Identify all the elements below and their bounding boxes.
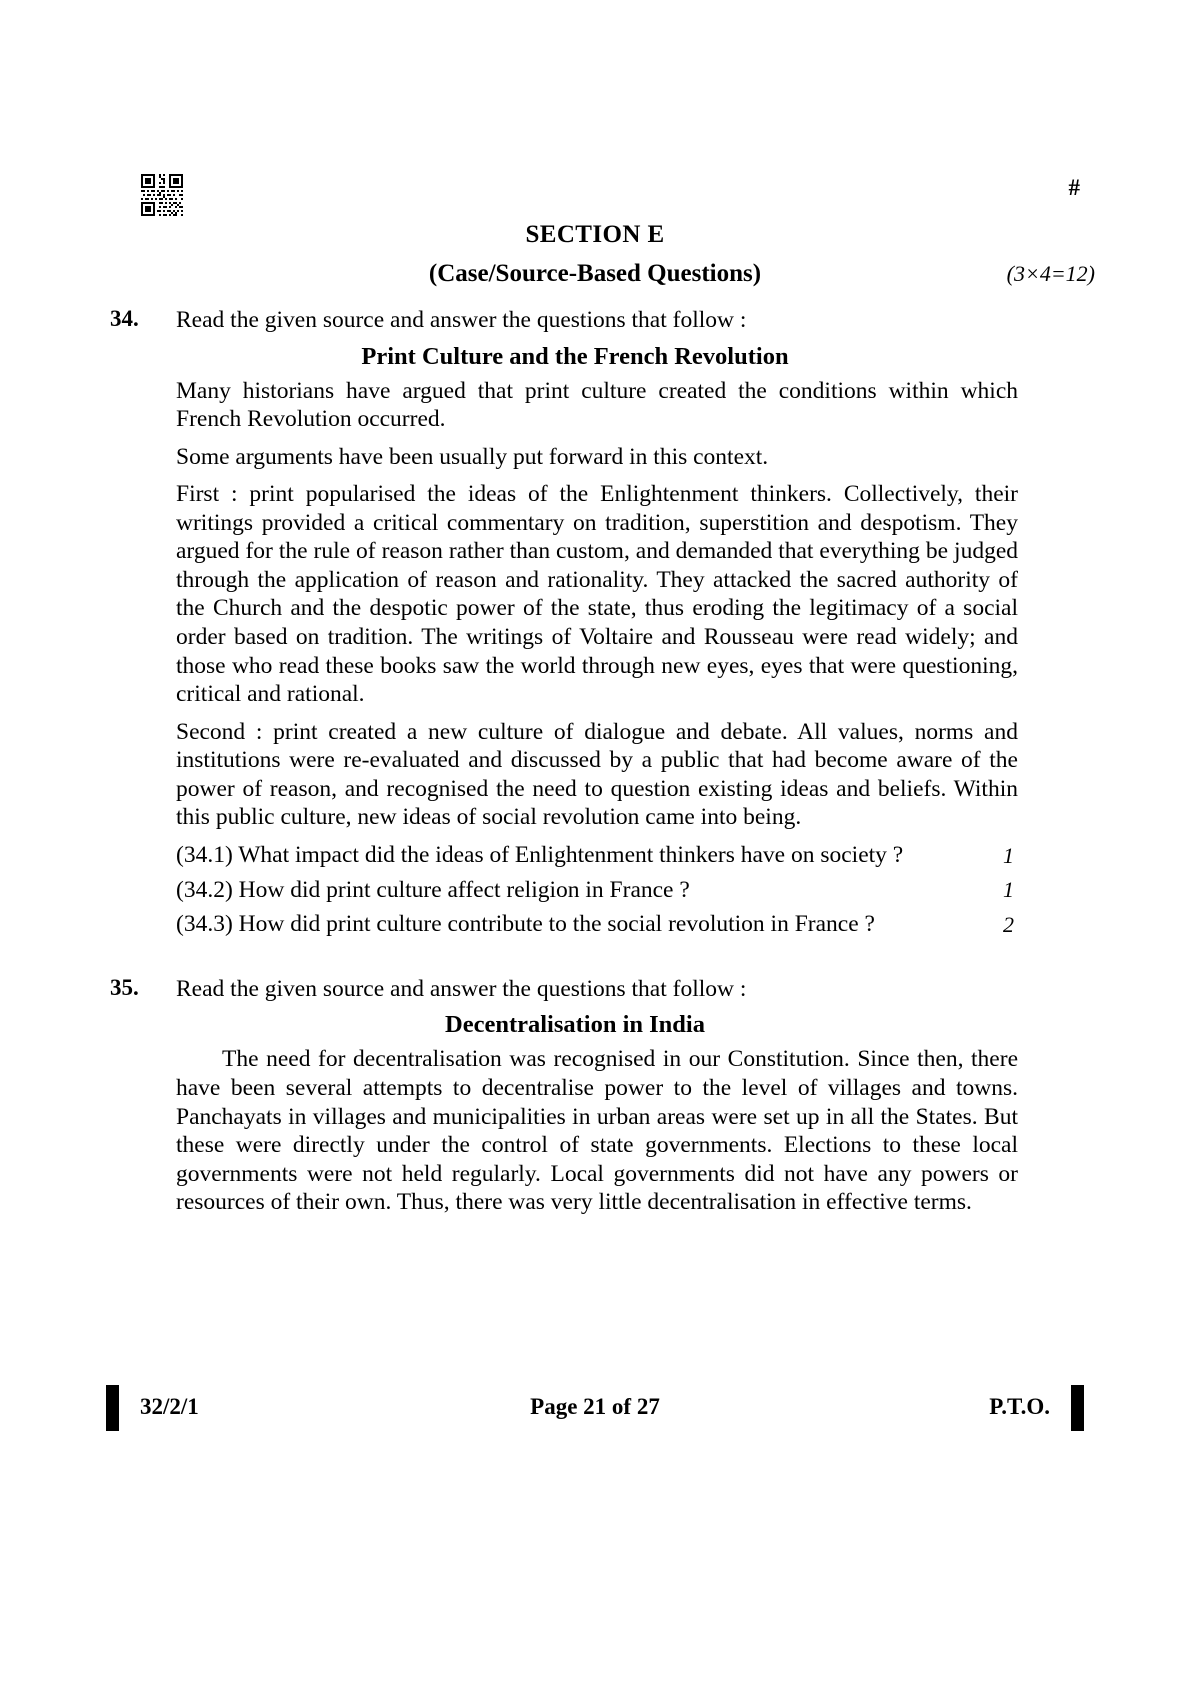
question-35 xyxy=(110,975,1020,1004)
question-35-para-1: The need for decentralisation was recognised in our Constitution. Since then, there have been several attempts to decentralise power to the level of villages and towns. Panchayats in villages and municipalities in urban areas were set up in all the States. But these were directly under the control of state governments. Elections to these local governments were not held regularly. Local governments did not have any powers or resources of their own. Thus, there was very little decentralisation in effective terms. xyxy=(176,1046,1018,1216)
question-34-para-4: Second : print created a new culture of dialogue and debate. All values, norms and institutions were re-evaluated and discussed by a public that had become aware of the power of reason, and recognised the need to question existing ideas and beliefs. Within this public culture, new ideas of social revolution came into being. xyxy=(176,718,1018,831)
section-spacer xyxy=(110,945,1020,975)
subquestion-34-3-body xyxy=(176,910,956,939)
question-34-number: 34. xyxy=(110,306,139,331)
question-35-stem: Read the given source and answer the questions that follow : xyxy=(176,975,747,1002)
question-34-para-2: Some arguments have been usually put forward in this context. xyxy=(176,443,769,470)
footer-bar-right xyxy=(1071,1385,1084,1431)
subquestion-34-1-text: What impact did the ideas of Enlightenment thinkers have on society ? xyxy=(238,841,904,868)
qr-code-icon xyxy=(139,172,185,218)
section-title: SECTION E xyxy=(525,221,665,248)
question-34-stem: Read the given source and answer the questions that follow : xyxy=(176,307,747,333)
page-number: Page 21 of 27 xyxy=(530,1394,660,1419)
subquestion-34-2-text: How did print culture affect religion in France ? xyxy=(238,876,690,903)
pto-label: P.T.O. xyxy=(989,1394,1050,1419)
question-34-source-title: Print Culture and the French Revolution xyxy=(361,342,789,370)
question-34 xyxy=(110,306,1020,335)
subquestion-34-3-label: (34.3) xyxy=(176,911,233,938)
question-35-number: 35. xyxy=(110,974,139,1000)
section-subtitle: (Case/Source-Based Questions) xyxy=(428,260,762,287)
hash-symbol: # xyxy=(1068,175,1080,200)
subquestion-34-2-marks: 1 xyxy=(1003,877,1014,903)
subquestion-34-1-body xyxy=(176,841,956,870)
question-34-para-3: First : print popularised the ideas of the Enlightenment thinkers. Collectively, their writings provided a critical commentary on tradition, superstition and despotism. They argued for the rule of reason rather than custom, and demanded that everything be judged through the application of reason and rationality. They attacked the sacred authority of the Church and the despotic power of the state, thus eroding the legitimacy of a social order based on tradition. The writings of Voltaire and Rousseau were read widely; and those who read these books saw the world through new eyes, eyes that were questioning, critical and rational. xyxy=(176,481,1018,708)
section-marks: (3×4=12) xyxy=(1006,261,1095,286)
subquestion-34-2 xyxy=(176,876,1020,905)
subquestion-34-1 xyxy=(176,841,1020,870)
question-34-para-1: Many historians have argued that print culture created the conditions within which French Revolution occurred. xyxy=(176,377,1018,433)
subquestion-34-2-body xyxy=(176,876,956,905)
page-footer xyxy=(0,1385,1190,1433)
subquestion-34-2-label: (34.2) xyxy=(176,876,233,903)
subquestion-34-1-marks: 1 xyxy=(1003,842,1014,868)
question-35-source-title: Decentralisation in India xyxy=(445,1011,705,1039)
question-content xyxy=(110,306,1020,1217)
paper-code: 32/2/1 xyxy=(140,1394,199,1419)
subquestion-34-1-label: (34.1) xyxy=(176,841,233,868)
subquestion-34-3-text: How did print culture contribute to the social revolution in France ? xyxy=(238,911,875,938)
subquestion-34-3 xyxy=(176,910,1020,939)
subquestion-34-3-marks: 2 xyxy=(1003,912,1014,937)
